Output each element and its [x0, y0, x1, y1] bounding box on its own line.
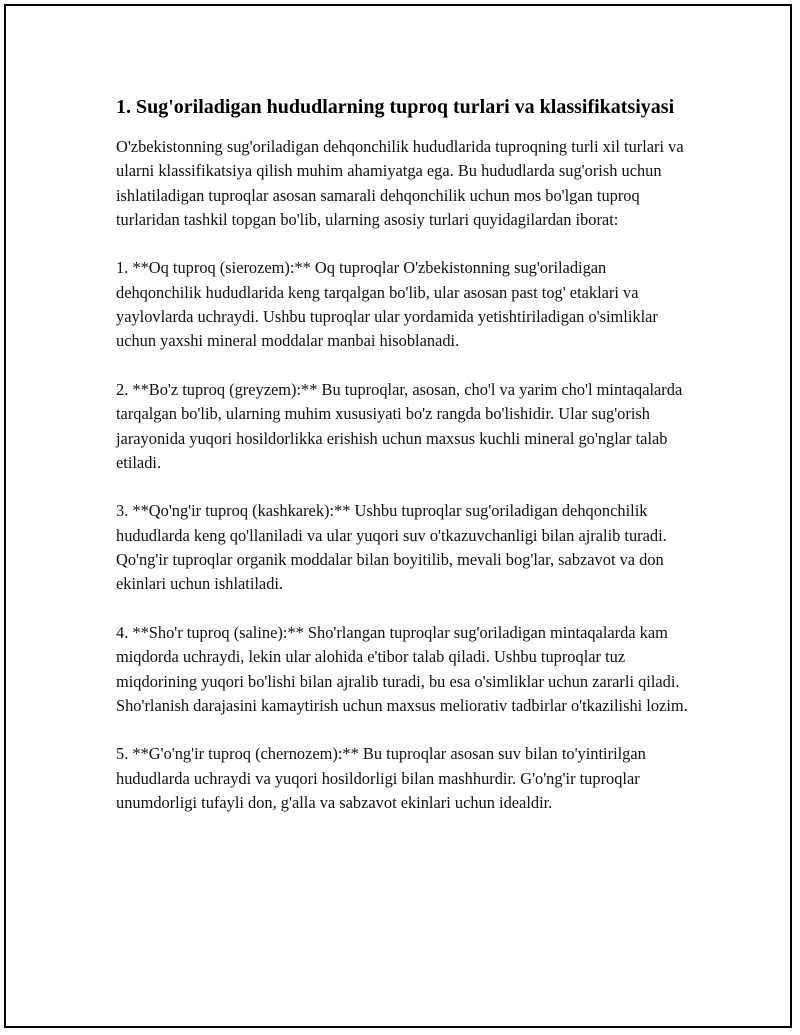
soil-type-item-5: 5. **G'o'ng'ir tuproq (chernozem):** Bu tuproqlar asosan suv bilan to'yintirilgan hududlarda uchraydi va yuqori hosildorligi bilan mashhurdir. G'o'ng'ir tuproqlar unumdorligi tufayli don, g'alla va sabzavot ekinlari uchun idealdir.: [116, 744, 646, 813]
intro-paragraph: O'zbekistonning sug'oriladigan dehqonchilik hududlarida tuproqning turli xil turlari va ularni klassifikatsiya qilish muhim ahamiyatga ega. Bu hududlarda sug'orish uchun ishlatiladigan tuproqlar asosan samarali dehqonchilik uchun mos bo'lgan tuproq turlaridan tashkil topgan bo'lib, ularning asosiy turlari quyidagilardan iborat:: [116, 137, 684, 229]
soil-type-item-4: 4. **Sho'r tuproq (saline):** Sho'rlangan tuproqlar sug'oriladigan mintaqalarda kam miqdorda uchraydi, lekin ular alohida e'tibor talab qiladi. Ushbu tuproqlar tuz miqdorining yuqori bo'lishi bilan ajralib turadi, bu esa o'simliklar uchun zararli qiladi. Sho'rlanish darajasini kamaytirish uchun maxsus meliorativ tadbirlar o'tkazilishi lozim.: [116, 622, 688, 715]
document-body: [116, 94, 690, 840]
section-heading: 1. Sug'oriladigan hududlarning tuproq turlari va klassifikatsiyasi: [116, 96, 675, 118]
soil-type-item-3: 3. **Qo'ng'ir tuproq (kashkarek):** Ushbu tuproqlar sug'oriladigan dehqonchilik hududlarda keng qo'llaniladi va ular yuqori suv o'tkazuvchanligi bilan ajralib turadi. Qo'ng'ir tuproqlar organik moddalar bilan boyitilib, mevali bog'lar, sabzavot va don ekinlari uchun ishlatiladi.: [116, 501, 667, 594]
soil-type-item-2: 2. **Bo'z tuproq (greyzem):** Bu tuproqlar, asosan, cho'l va yarim cho'l mintaqalarda tarqalgan bo'lib, ularning muhim xususiyati bo'z rangda bo'lishidir. Ular sug'orish jarayonida yuqori hosildorlikka erishish uchun maxsus kuchli mineral go'nglar talab etiladi.: [116, 379, 683, 472]
soil-type-item-1: 1. **Oq tuproq (sierozem):** Oq tuproqlar O'zbekistonning sug'oriladigan dehqonchilik hududlarida keng tarqalgan bo'lib, ular asosan past tog' etaklari va yaylovlarda uchraydi. Ushbu tuproqlar ular yordamida yetishtiriladigan o'simliklar uchun yaxshi mineral moddalar manbai hisoblanadi.: [116, 258, 658, 351]
